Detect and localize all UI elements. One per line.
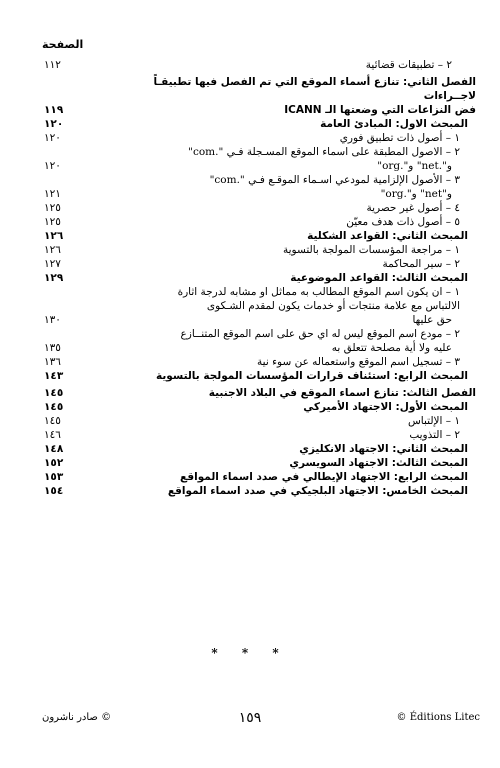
toc-row: الالتباس مع علامة منتجات أو خدمات يكون لمقدم الشـكوى [206, 300, 460, 312]
toc-row: ١ – أصول ذات تطبيق فوري ١٢٠ [44, 132, 460, 144]
toc-row: ١ – مراجعة المؤسسات المولجة بالتسوية ١٢٦ [44, 244, 460, 256]
toc-row: الفصل الثاني: تنازع أسماء الموقع التي تم الفصل فيها تطبيقـاً لاجــراءات [153, 76, 476, 102]
section-separator-stars: * * * [211, 646, 289, 660]
toc-row: عليه ولا أية مصلحة تتعلق به ١٣٥ [44, 342, 452, 354]
toc-row: المبحث الثاني: القواعد الشكلية ١٢٦ [44, 230, 468, 242]
toc-row: ٥ – أصول ذات هدف معيّن ١٢٥ [44, 216, 460, 228]
toc-row: فض النزاعات التي وضعتها الـ ICANN ١١٩ [44, 104, 476, 116]
toc-row: المبحث الاول: المبادئ العامة ١٢٠ [44, 118, 468, 130]
toc-row: المبحث الخامس: الاجتهاد البلجيكي في صدد اسماء المواقع ١٥٤ [44, 485, 468, 497]
toc-row: المبحث الرابع: الاجتهاد الإيطالي في صدد اسماء المواقع ١٥٣ [44, 471, 468, 483]
toc-row: ١ – الإلتباس ١٤٥ [44, 415, 460, 427]
toc-row: ٣ – تسجيل اسم الموقع واستعماله عن سوء نية ١٣٦ [44, 356, 460, 368]
toc-row: ٢ – مودع اسم الموقع ليس له اي حق على اسم الموقع المتنــازع [180, 328, 460, 340]
toc-row: ٢ – الاصول المطبقة على اسماء الموقع المسـجلة فـي ".com" [188, 146, 460, 158]
toc-row: المبحث الرابع: استئناف قرارات المؤسسات المولجة بالتسوية ١٤٣ [44, 370, 468, 382]
toc-row: و".net" و".org" ١٢٠ [44, 160, 452, 172]
toc-row: ٤ – أصول غير حصرية ١٢٥ [44, 202, 460, 214]
toc-row: المبحث الثالث: القواعد الموضوعية ١٢٩ [44, 272, 468, 284]
table-of-contents [40, 58, 480, 498]
toc-row: حق عليها ١٣٠ [44, 314, 452, 326]
toc-row: الفصل الثالث: تنازع اسماء الموقع في البلاد الاجنبية ١٤٥ [44, 387, 476, 399]
toc-row: ٢ – سير المحاكمة ١٢٧ [44, 258, 460, 270]
toc-row: المبحث الأول: الاجتهاد الأميركي ١٤٥ [44, 401, 468, 413]
toc-row: المبحث الثالث: الاجتهاد السويسري ١٥٢ [44, 457, 468, 469]
page-footer [0, 712, 500, 736]
page-number: ١٥٩ [238, 710, 262, 726]
toc-row: و"net" و".org" ١٢١ [44, 188, 452, 200]
toc-row: ٢ – التذويب ١٤٦ [44, 429, 460, 441]
toc-row: ٢ – تطبيقات قضائية ١١٢ [44, 59, 452, 71]
footer-copyright-arabic: © صادر ناشرون [42, 712, 112, 723]
toc-row: المبحث الثاني: الاجتهاد الانكليزي ١٤٨ [44, 443, 468, 455]
toc-row: ١ – ان يكون اسم الموقع المطالب به مماثل او مشابه لدرجة اثارة [177, 286, 460, 298]
footer-copyright-latin: © Éditions Litec [396, 712, 480, 723]
page-column-heading: الصفحة [42, 38, 84, 51]
toc-row: ٣ – الأصول الإلزامية لمودعي اسـماء الموقـع فـي ".com" [209, 174, 460, 186]
